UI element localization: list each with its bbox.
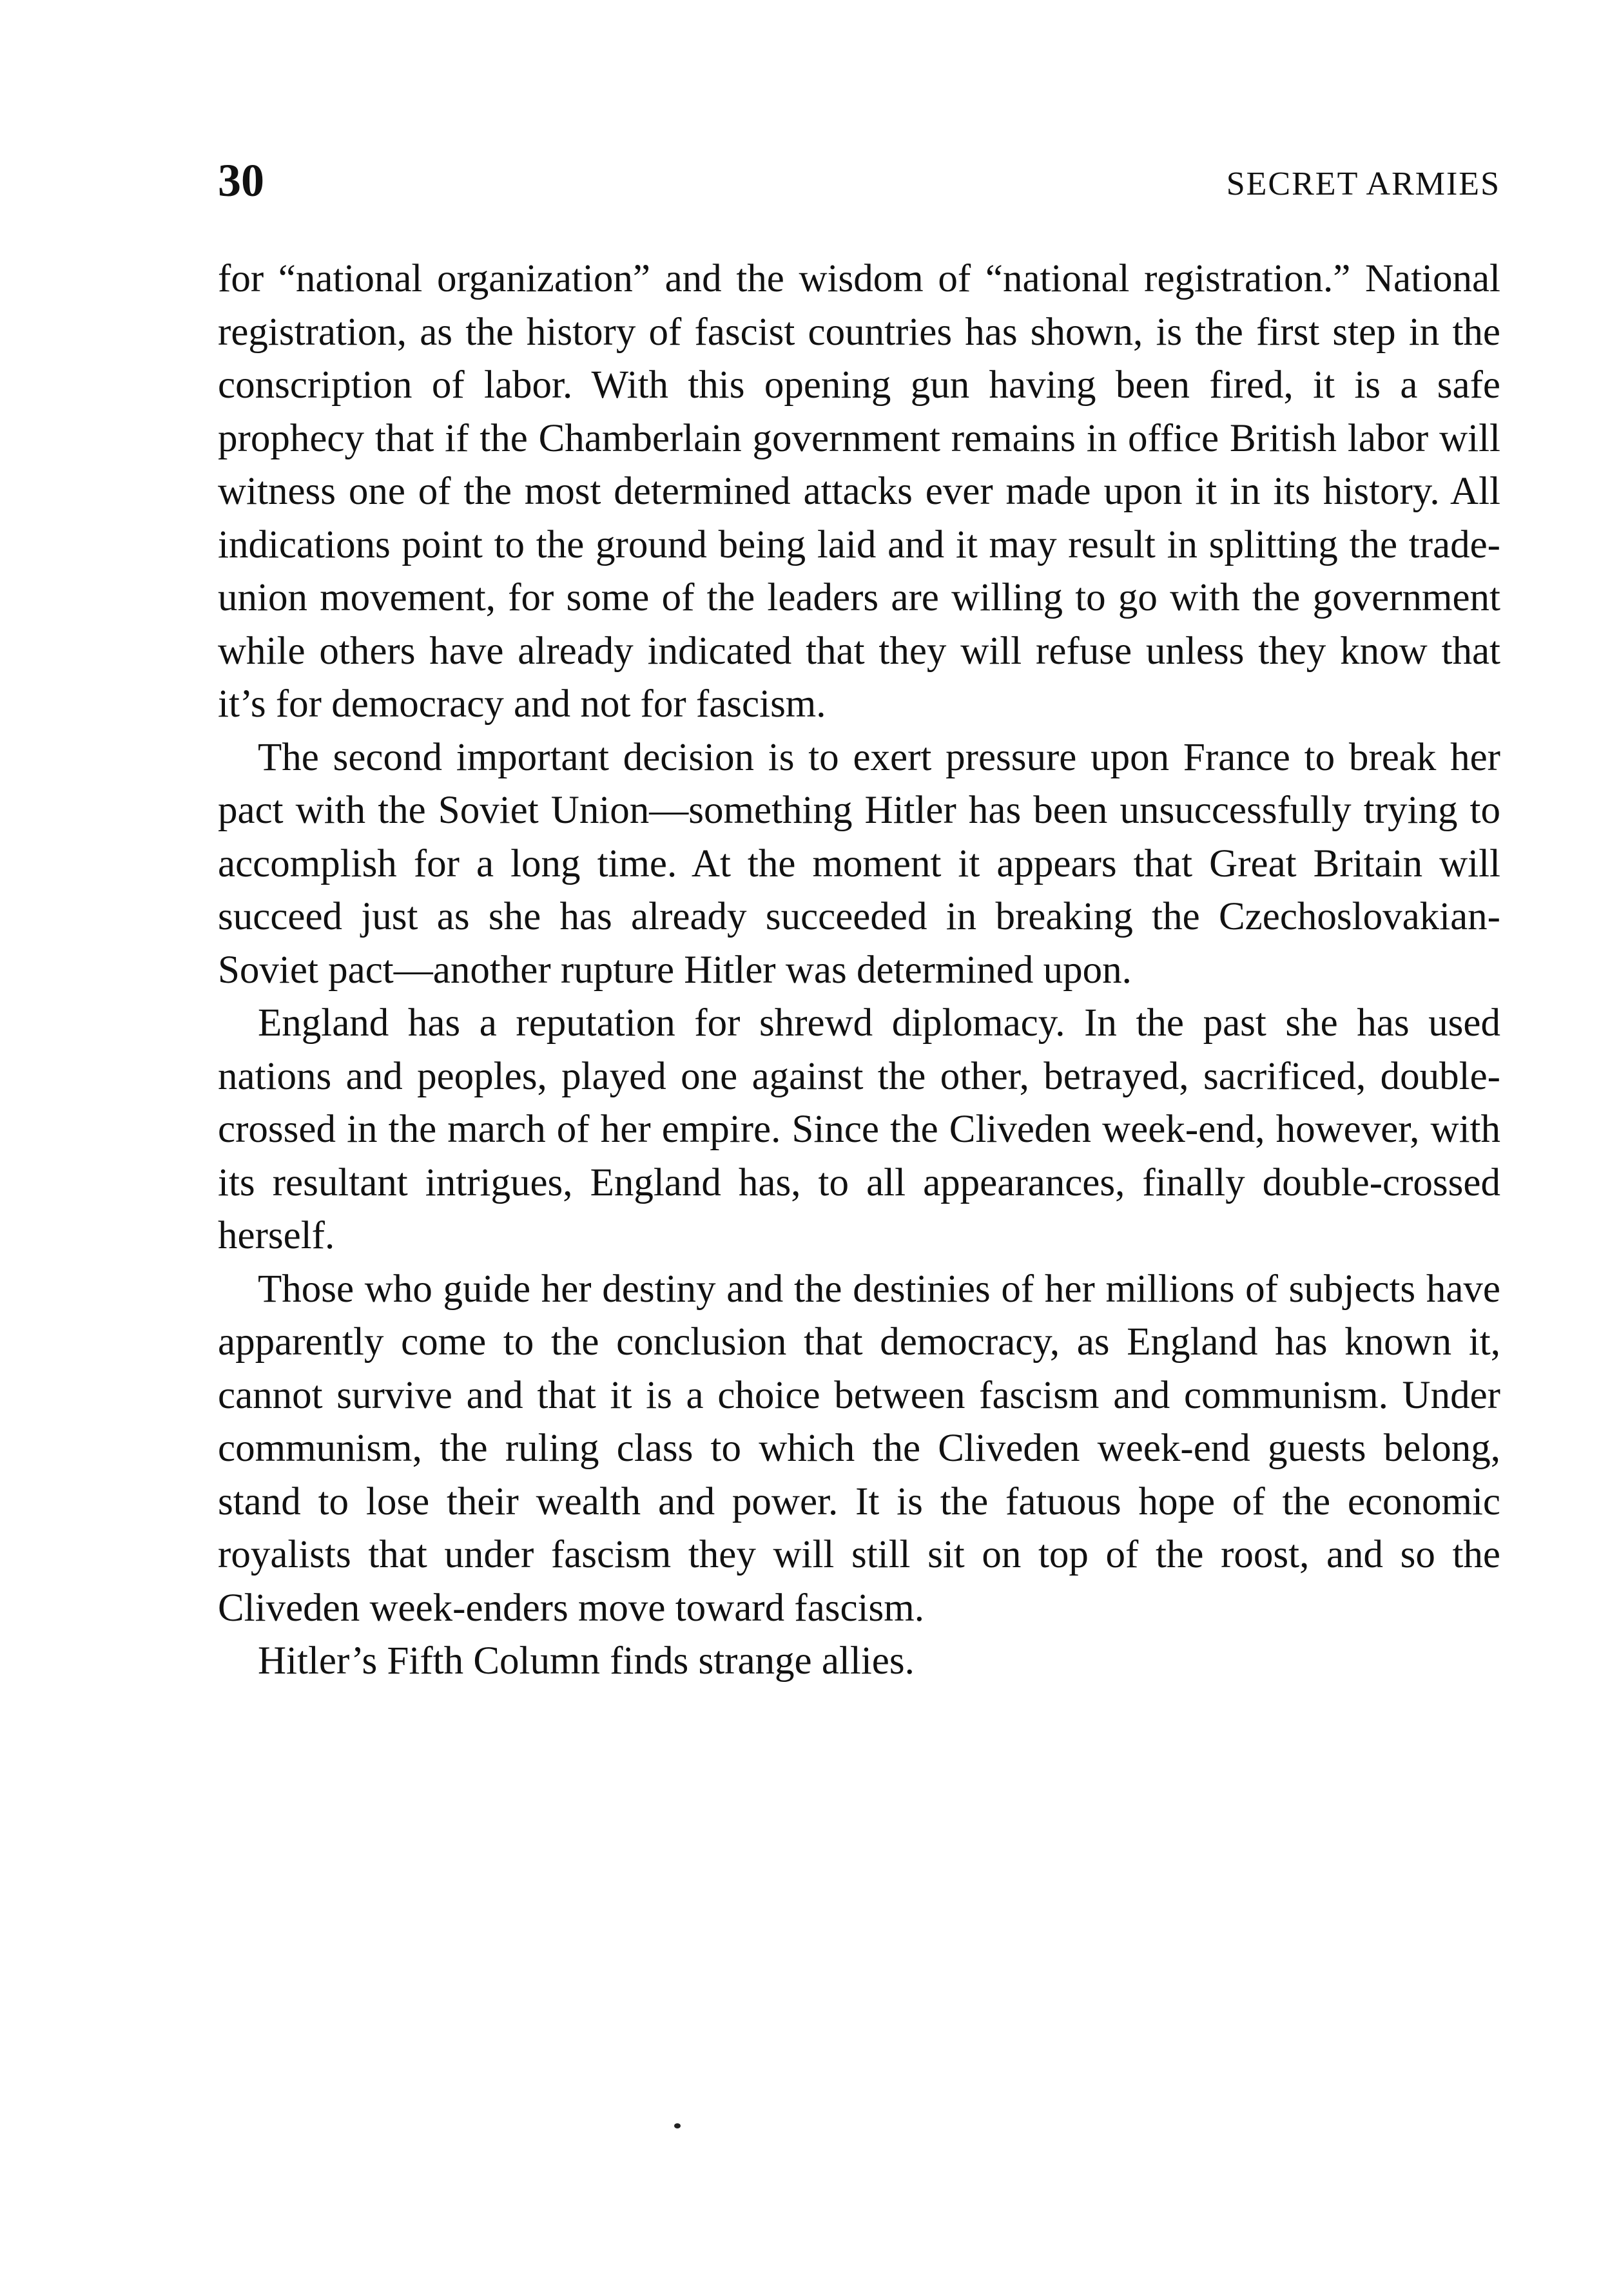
page-number: 30 [218, 155, 264, 206]
running-title: SECRET ARMIES [1226, 166, 1500, 202]
paragraph: England has a reputation for shrewd diplomacy. In the past she has used nations and peoples, played one against the other, betrayed, sacrificed, double-crossed in the march of her empire. Since the Cliveden week-end, however, with its resultant intrigues, England has, to all appearances, finally double-crossed herself. [218, 1001, 1500, 1257]
bottom-dot-mark [674, 2123, 681, 2128]
paragraph-closing: Hitler’s Fifth Column finds strange allies. [258, 1639, 915, 1683]
paragraph: The second important decision is to exert pressure upon France to break her pact with the Soviet Union—something Hitler has been unsuccessfully trying to accomplish for a long time. At the moment it appears that Great Britain will succeed just as she has already succeeded in breaking the Czechoslovakian-Soviet pact—another rupture Hitler was determined upon. [218, 735, 1500, 992]
book-page [218, 148, 1500, 1688]
paragraph: Those who guide her destiny and the destinies of her millions of subjects have apparently come to the conclusion that democracy, as England has known it, cannot survive and that it is a choice between fascism and communism. Under communism, the ruling class to which the Cliveden week-end guests belong, stand to lose their wealth and power. It is the fatuous hope of the economic royalists that under fascism they will still sit on top of the roost, and so the Cliveden week-enders move toward fascism. [218, 1267, 1500, 1630]
body-text [218, 253, 1500, 1688]
paragraph-continued: for “national organization” and the wisdom of “national registration.” National registration, as the history of fascist countries has shown, is the first step in the conscription of labor. With this opening gun having been fired, it is a safe prophecy that if the Chamberlain government remains in office British labor will witness one of the most determined attacks ever made upon it in its history. All indications point to the ground being laid and it may result in splitting the trade-union movement, for some of the leaders are willing to go with the government while others have already indicated that they will refuse unless they know that it’s for democracy and not for fascism. [218, 257, 1500, 726]
running-head [218, 148, 1500, 226]
